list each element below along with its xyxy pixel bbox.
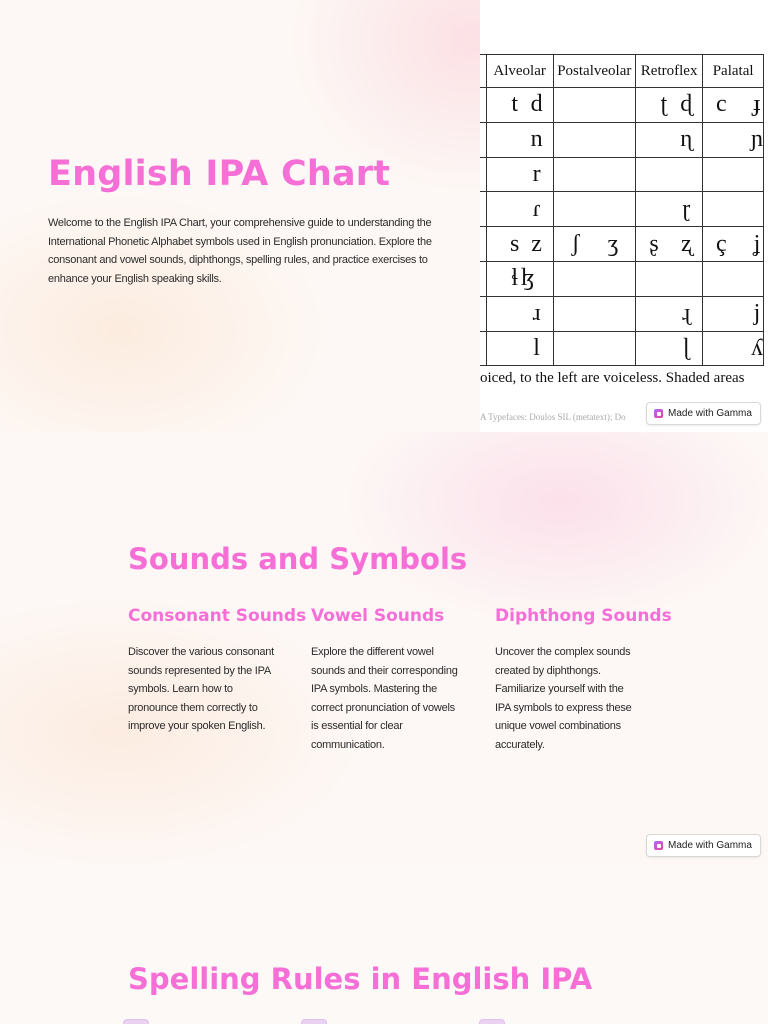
- gamma-logo-icon: [654, 409, 663, 418]
- vowel-sounds-card: [311, 606, 486, 755]
- ipa-symbol: ʒ: [607, 230, 619, 257]
- ipa-symbol: ç: [715, 230, 727, 257]
- table-cell: [703, 261, 764, 296]
- slide-spelling-rules: [0, 864, 768, 1024]
- table-cell: [636, 192, 703, 227]
- card-text: Uncover the complex sounds created by diphthongs. Familiarize yourself with the IPA symbols to express these unique vowel combinations accurately.: [495, 646, 632, 751]
- diphthong-sounds-card: [495, 606, 670, 755]
- ipa-symbol: ʐ: [680, 230, 692, 257]
- table-cell: [703, 88, 764, 123]
- rule-card-icon: [301, 1019, 327, 1024]
- table-cell: [703, 331, 764, 366]
- section-title: Spelling Rules in English IPA: [128, 962, 593, 996]
- ipa-symbol: ʈ: [660, 91, 668, 118]
- ipa-symbol: z: [531, 230, 542, 257]
- card-text: Explore the different vowel sounds and their corresponding IPA symbols. Mastering the correct pronunciation of vowels is essential for clear communication.: [311, 646, 458, 751]
- table-row: [480, 192, 764, 227]
- table-cell: [636, 88, 703, 123]
- card-text: Discover the various consonant sounds represented by the IPA symbols. Learn how to pronounce them correctly to improve your spoken English.: [128, 646, 274, 733]
- ipa-symbol: n: [530, 126, 543, 153]
- table-cell: [486, 261, 553, 296]
- rule-card-icon: [123, 1019, 149, 1024]
- slide-intro: [0, 0, 768, 432]
- table-cell: [486, 296, 553, 331]
- table-cell: [486, 88, 553, 123]
- column-header-alveolar: Alveolar: [486, 55, 553, 88]
- table-cell: [636, 157, 703, 192]
- ipa-chart-image: [480, 0, 768, 432]
- ipa-symbol: r: [532, 160, 541, 187]
- table-cell: [553, 157, 635, 192]
- table-row: [480, 296, 764, 331]
- table-cell: [636, 296, 703, 331]
- badge-label: Made with Gamma: [668, 408, 752, 419]
- table-cell: [636, 331, 703, 366]
- table-cell: [703, 296, 764, 331]
- card-heading: Consonant Sounds: [128, 606, 307, 626]
- table-cell: [553, 122, 635, 157]
- ipa-symbol: ɲ: [751, 126, 763, 153]
- ipa-chart-footer: A Typefaces: Doulos SIL (metatext); Do: [480, 412, 626, 422]
- ipa-symbol: j: [753, 300, 761, 327]
- intro-text-panel: [0, 0, 480, 432]
- ipa-chart-note: oiced, to the left are voiceless. Shaded areas: [480, 370, 745, 386]
- table-cell: [553, 296, 635, 331]
- card-heading: Vowel Sounds: [311, 606, 445, 626]
- table-cell: [703, 227, 764, 262]
- ipa-symbol: ɽ: [682, 195, 691, 222]
- table-cell: [703, 157, 764, 192]
- made-with-gamma-button[interactable]: [646, 402, 761, 425]
- table-cell: [486, 122, 553, 157]
- page-title: English IPA Chart: [48, 154, 391, 194]
- table-row: [480, 261, 764, 296]
- ipa-symbol: ɬ: [511, 265, 519, 292]
- table-row: [480, 122, 764, 157]
- ipa-symbol: s: [510, 230, 520, 257]
- ipa-symbol: ɭ: [682, 334, 690, 361]
- ipa-symbol: d: [530, 91, 543, 118]
- table-cell: [553, 331, 635, 366]
- ipa-symbol: ɖ: [680, 91, 693, 118]
- table-cell: [636, 122, 703, 157]
- table-cell: [486, 227, 553, 262]
- table-cell: [486, 157, 553, 192]
- ipa-symbol: ʂ: [649, 230, 659, 257]
- table-row: [480, 227, 764, 262]
- ipa-symbol: c: [715, 91, 727, 118]
- ipa-symbol: ɟ: [753, 91, 761, 118]
- ipa-symbol: ʎ: [751, 334, 763, 361]
- table-cell: [553, 192, 635, 227]
- column-header-retroflex: Retroflex: [636, 55, 703, 88]
- ipa-symbol: ɹ: [532, 300, 541, 327]
- table-cell: [553, 88, 635, 123]
- ipa-symbol: ʝ: [753, 230, 761, 257]
- intro-paragraph: Welcome to the English IPA Chart, your comprehensive guide to understanding the International Phonetic Alphabet symbols used in English pronunciation. Explore the consonant and vowel sounds, diphthongs, spelling rules, and practice exercises to enhance your English speaking skills.: [48, 217, 432, 286]
- column-header-postalveolar: Postalveolar: [553, 55, 635, 88]
- column-header-palatal: Palatal: [703, 55, 764, 88]
- table-row: [480, 331, 764, 366]
- ipa-symbol: ɳ: [680, 126, 693, 153]
- ipa-consonant-table: [480, 54, 764, 366]
- table-cell: [553, 261, 635, 296]
- made-with-gamma-button[interactable]: [646, 834, 761, 857]
- gamma-logo-icon: [654, 841, 663, 850]
- ipa-symbol: l: [533, 334, 540, 361]
- slide-sounds-symbols: [0, 432, 768, 864]
- section-title: Sounds and Symbols: [128, 542, 468, 576]
- card-heading: Diphthong Sounds: [495, 606, 672, 626]
- ipa-symbol: ɻ: [682, 300, 691, 327]
- table-cell: [636, 227, 703, 262]
- table-cell: [486, 192, 553, 227]
- table-row: [480, 88, 764, 123]
- table-row: [480, 157, 764, 192]
- table-cell: [486, 331, 553, 366]
- rule-card-icon: [479, 1019, 505, 1024]
- ipa-symbol: ɾ: [532, 195, 541, 222]
- table-cell: [703, 192, 764, 227]
- table-cell: [636, 261, 703, 296]
- consonant-sounds-card: [128, 606, 307, 736]
- table-header-row: [480, 55, 764, 88]
- ipa-symbol: t: [511, 91, 519, 118]
- ipa-symbol: ʃ: [571, 230, 580, 257]
- table-cell: [703, 122, 764, 157]
- table-cell: [553, 227, 635, 262]
- badge-label: Made with Gamma: [668, 840, 752, 851]
- ipa-symbol: ɮ: [520, 265, 535, 292]
